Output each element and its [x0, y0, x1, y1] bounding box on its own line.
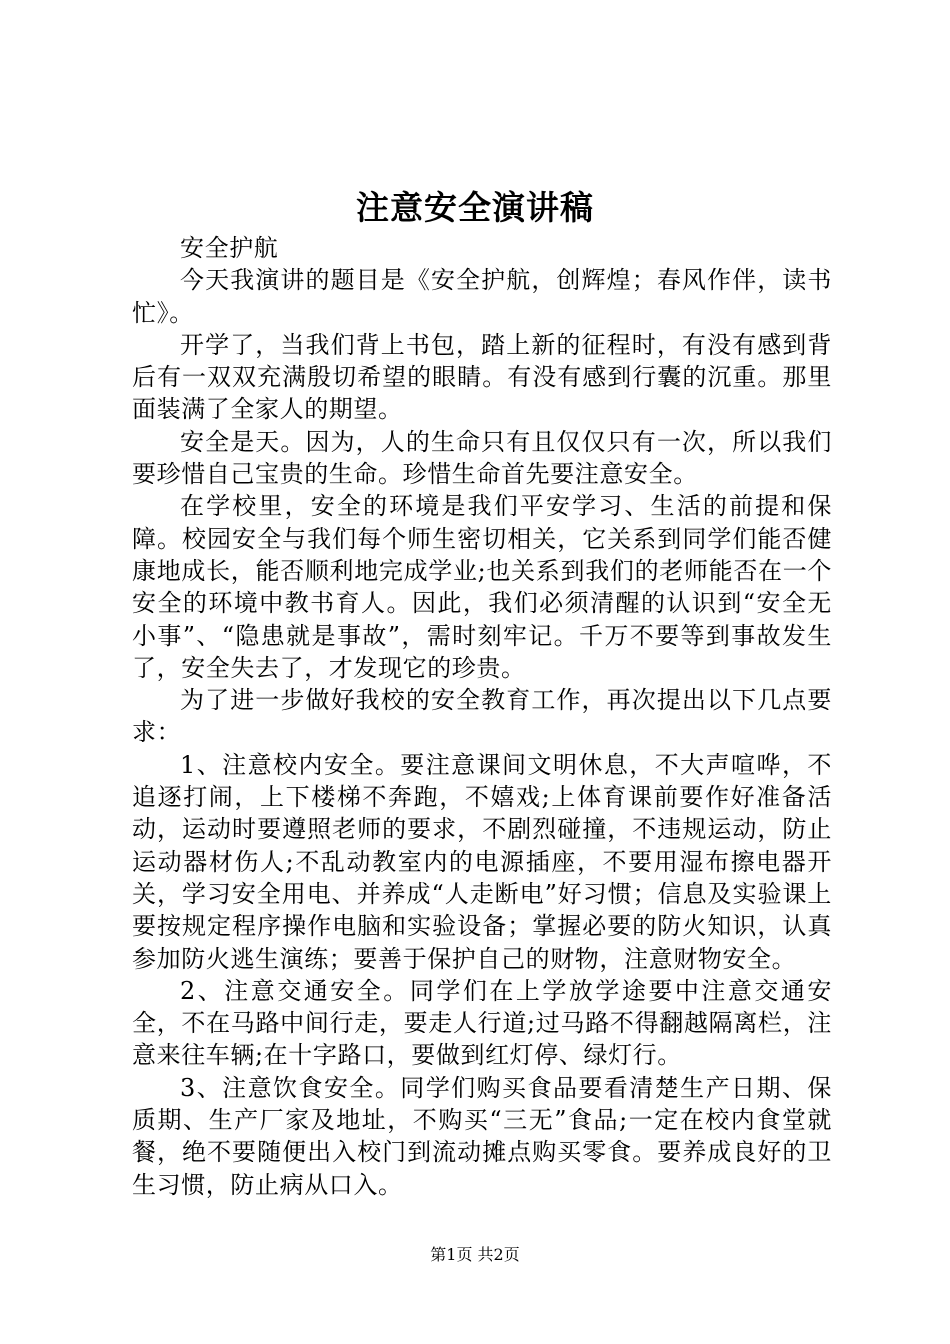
- paragraph: 在学校里，安全的环境是我们平安学习、生活的前提和保障。校园安全与我们每个师生密切相关，它关系到同学们能否健康地成长，能否顺利地完成学业;也关系到我们的老师能否在一个安全的环境中教书育人。因此，我们必须清醒的认识到“安全无小事”、“隐患就是事故”，需时刻牢记。千万不要等到事故发生了，安全失去了，才发现它的珍贵。: [132, 492, 832, 682]
- paragraph: 1、注意校内安全。要注意课间文明休息，不大声喧哗，不追逐打闹，上下楼梯不奔跑，不嬉戏;上体育课前要作好准备活动，运动时要遵照老师的要求，不剧烈碰撞，不违规运动，防止运动器材伤人;不乱动教室内的电源插座，不要用湿布擦电器开关，学习安全用电、并养成“人走断电”好习惯；信息及实验课上要按规定程序操作电脑和实验设备；掌握必要的防火知识，认真参加防火逃生演练；要善于保护自己的财物，注意财物安全。: [132, 750, 832, 973]
- paragraph: 开学了，当我们背上书包，踏上新的征程时，有没有感到背后有一双双充满殷切希望的眼睛。有没有感到行囊的沉重。那里面装满了全家人的期望。: [132, 330, 832, 424]
- paragraph-heading: 安全护航: [180, 234, 279, 262]
- paragraph: 2、注意交通安全。同学们在上学放学途要中注意交通安全，不在马路中间行走，要走人行道;过马路不得翻越隔离栏，注意来往车辆;在十字路口，要做到红灯停、绿灯行。: [132, 976, 832, 1070]
- paragraph: 为了进一步做好我校的安全教育工作，再次提出以下几点要求：: [132, 686, 832, 747]
- document-title: 注意安全演讲稿: [356, 188, 594, 227]
- document-body: [132, 232, 832, 1201]
- page-footer: 第1页 共2页: [430, 1245, 520, 1264]
- paragraph: 安全是天。因为，人的生命只有且仅仅只有一次，所以我们要珍惜自己宝贵的生命。珍惜生命首先要注意安全。: [132, 427, 832, 489]
- paragraph: 3、注意饮食安全。同学们购买食品要看清楚生产日期、保质期、生产厂家及地址，不购买“三无”食品;一定在校内食堂就餐，绝不要随便出入校门到流动摊点购买零食。要养成良好的卫生习惯，防止病从口入。: [132, 1073, 832, 1199]
- paragraph: 今天我演讲的题目是《安全护航，创辉煌；春风作伴，读书忙》。: [132, 266, 832, 327]
